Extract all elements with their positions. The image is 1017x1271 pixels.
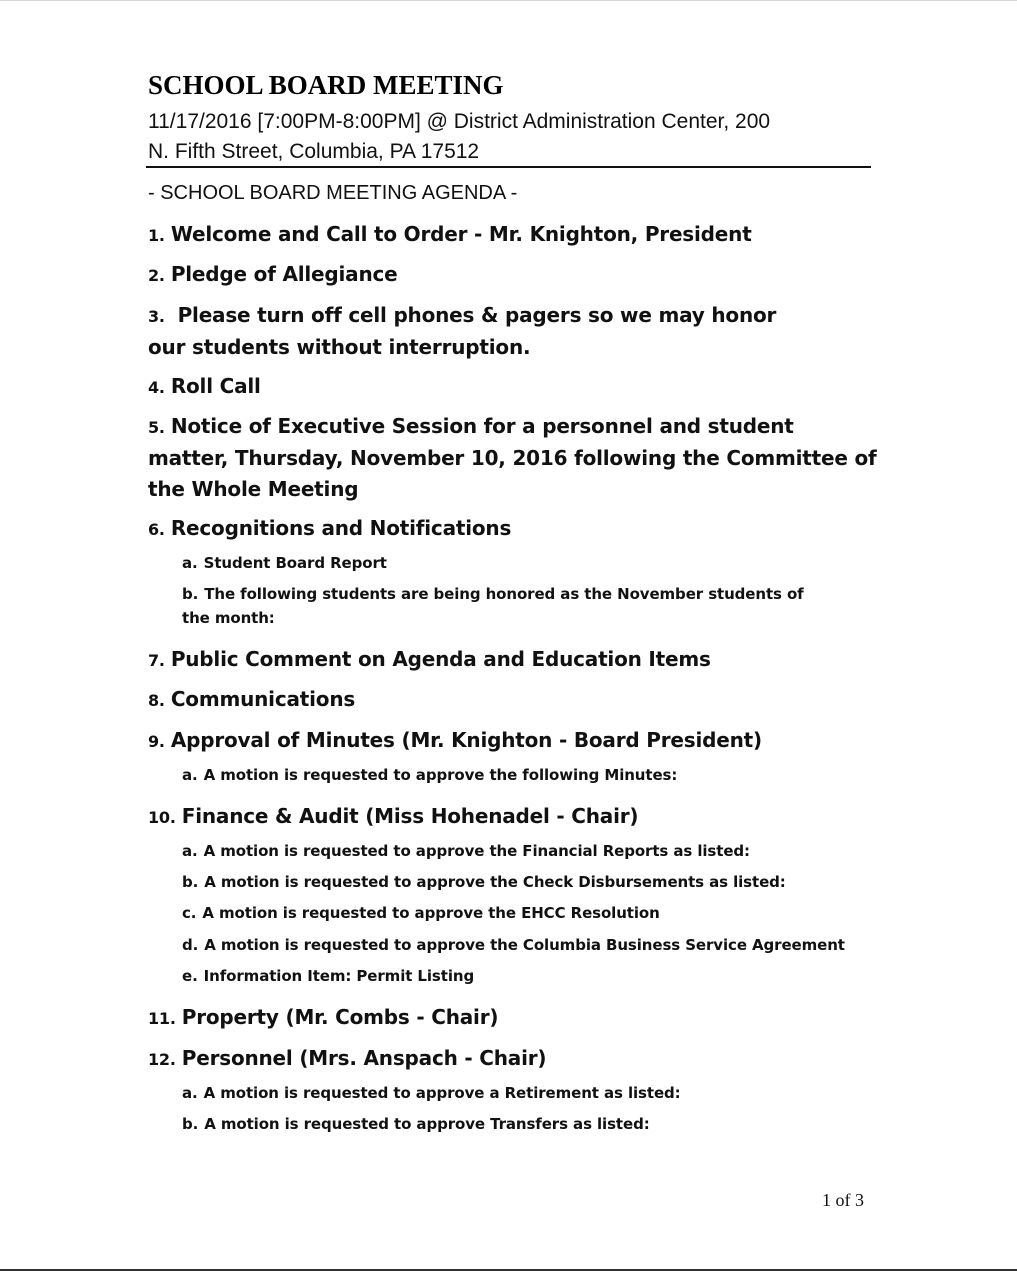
subitem-10e	[182, 964, 842, 988]
item-number: 4.	[148, 378, 165, 397]
subitem-letter: e.	[182, 967, 198, 985]
item-text: Notice of Executive Session for a personnel and student matter, Thursday, November 10, 2016 following the Committee of the Whole Meeting	[148, 414, 877, 501]
header-divider	[146, 166, 871, 168]
subitem-text: A motion is requested to approve Transfers as listed:	[204, 1115, 650, 1133]
page-number: 1 of 3	[822, 1190, 864, 1210]
subitem-letter: b.	[182, 1115, 199, 1133]
item-number: 10.	[148, 808, 176, 827]
agenda-heading: - SCHOOL BOARD MEETING AGENDA -	[148, 182, 518, 204]
subitem-letter: b.	[182, 873, 199, 891]
agenda-item-12	[148, 1043, 878, 1075]
item-text: Welcome and Call to Order - Mr. Knighton, President	[170, 222, 752, 246]
subitem-letter: a.	[182, 766, 198, 784]
item-number: 11.	[148, 1009, 176, 1028]
subitem-text: The following students are being honored as the November students of the month:	[182, 585, 804, 627]
item-number: 5.	[148, 418, 165, 437]
item-number: 8.	[148, 691, 165, 710]
agenda-item-3	[148, 300, 798, 363]
subitem-letter: a.	[182, 1084, 198, 1102]
subitem-10d	[182, 933, 882, 957]
subitem-10c	[182, 901, 842, 925]
item-number: 9.	[148, 732, 165, 751]
subitem-text: A motion is requested to approve the Financial Reports as listed:	[203, 842, 750, 860]
agenda-item-10	[148, 801, 878, 833]
item-text: Please turn off cell phones & pagers so we may honor our students without interruption.	[148, 303, 777, 359]
item-text: Finance & Audit (Miss Hohenadel - Chair)	[181, 804, 639, 828]
item-text: Communications	[170, 687, 356, 711]
agenda-item-5	[148, 411, 878, 505]
item-text: Pledge of Allegiance	[170, 262, 398, 286]
subitem-6a	[182, 551, 842, 575]
item-text: Property (Mr. Combs - Chair)	[181, 1005, 499, 1029]
agenda-item-11	[148, 1002, 878, 1034]
subitem-letter: a.	[182, 842, 198, 860]
agenda-item-4	[148, 371, 878, 403]
item-number: 2.	[148, 266, 165, 285]
item-text: Personnel (Mrs. Anspach - Chair)	[181, 1046, 547, 1070]
subitem-6b	[182, 582, 822, 630]
subitem-letter: c.	[182, 904, 197, 922]
meeting-title: SCHOOL BOARD MEETING	[148, 70, 504, 100]
subitem-text: Student Board Report	[203, 554, 387, 572]
subitem-12a	[182, 1081, 842, 1105]
subitem-text: A motion is requested to approve a Retirement as listed:	[203, 1084, 681, 1102]
meeting-address: N. Fifth Street, Columbia, PA 17512	[148, 140, 480, 163]
subitem-text: A motion is requested to approve the Columbia Business Service Agreement	[204, 936, 845, 954]
subitem-12b	[182, 1112, 842, 1136]
agenda-item-2	[148, 259, 878, 291]
subitem-text: A motion is requested to approve the following Minutes:	[203, 766, 678, 784]
agenda-item-6	[148, 513, 878, 545]
subitem-letter: d.	[182, 936, 199, 954]
item-text: Public Comment on Agenda and Education Items	[170, 647, 711, 671]
item-text: Recognitions and Notifications	[170, 516, 512, 540]
item-number: 1.	[148, 226, 165, 245]
subitem-10a	[182, 839, 842, 863]
meeting-datetime-location: 11/17/2016 [7:00PM-8:00PM] @ District Administration Center, 200	[148, 110, 771, 133]
subitem-text: A motion is requested to approve the Check Disbursements as listed:	[204, 873, 786, 891]
subitem-letter: a.	[182, 554, 198, 572]
agenda-item-8	[148, 684, 878, 716]
item-text: Approval of Minutes (Mr. Knighton - Board President)	[170, 728, 762, 752]
agenda-item-1	[148, 219, 878, 251]
item-number: 7.	[148, 651, 165, 670]
subitem-letter: b.	[182, 585, 199, 603]
subitem-10b	[182, 870, 842, 894]
agenda-item-7	[148, 644, 878, 676]
item-text: Roll Call	[170, 374, 261, 398]
item-number: 6.	[148, 520, 165, 539]
subitem-9a	[182, 763, 842, 787]
agenda-item-9	[148, 725, 878, 757]
item-number: 12.	[148, 1050, 176, 1069]
subitem-text: Information Item: Permit Listing	[203, 967, 475, 985]
item-number: 3.	[148, 307, 165, 326]
subitem-text: A motion is requested to approve the EHCC Resolution	[202, 904, 660, 922]
